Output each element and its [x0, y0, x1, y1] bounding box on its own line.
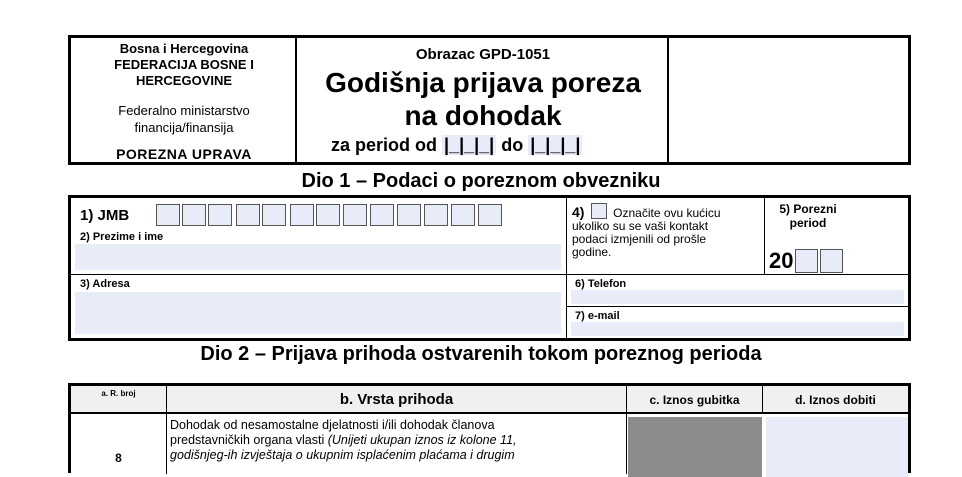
tax-period-prefix: 20 [769, 248, 794, 273]
email-block [567, 307, 908, 338]
section-1-title: Dio 1 – Podaci o poreznom obvezniku [301, 170, 661, 192]
checkbox-number: 4) [572, 204, 585, 220]
federation-line-1: FEDERACIJA BOSNE I [114, 57, 254, 72]
jmb-digit-box[interactable] [290, 204, 314, 226]
taxpayer-data-section [68, 195, 911, 341]
income-table [68, 383, 911, 473]
tax-period-label-2: period [789, 216, 827, 230]
income-type-description [167, 414, 627, 474]
tax-authority-name: POREZNA UPRAVA [116, 146, 252, 162]
jmb-digit-box[interactable] [451, 204, 475, 226]
tax-period-label-1: 5) Porezni [779, 202, 837, 216]
row-number: 8 [71, 414, 167, 474]
ministry-line-1: Federalno ministarstvo [118, 103, 250, 118]
jmb-digit-box[interactable] [182, 204, 206, 226]
form-code: Obrazac GPD-1051 [415, 46, 551, 63]
tax-period-digit-box[interactable] [820, 249, 843, 273]
section-2-title: Dio 2 – Prijava prihoda ostvarenih tokom poreznog perioda [200, 343, 762, 365]
checkbox-text-2: ukoliko su se vaši kontakt [572, 219, 709, 233]
ministry-line-2: financija/finansija [134, 120, 234, 135]
jmb-digit-box[interactable] [156, 204, 180, 226]
profit-amount-field[interactable] [766, 417, 908, 477]
jmb-digit-box[interactable] [316, 204, 340, 226]
phone-block [567, 275, 908, 307]
jmb-name-block [71, 198, 567, 275]
jmb-label: 1) JMB [80, 207, 130, 224]
contact-change-checkbox[interactable] [591, 203, 607, 219]
tax-period-block [765, 198, 908, 275]
form-title-block [297, 38, 669, 162]
income-text-3: godišnjeg-ih izvještaja o ukupnim isplaćenim plaćama i drugim [170, 448, 515, 462]
name-field[interactable] [75, 244, 561, 270]
form-title-line-2: na dohodak [404, 100, 562, 131]
country-name: Bosna i Hercegovina [119, 41, 249, 56]
tax-period-digit-box[interactable] [795, 249, 818, 273]
column-header-c: c. Iznos gubitka [627, 386, 763, 414]
period-to-field[interactable]: |_|_|_| [530, 135, 581, 155]
checkbox-text-1: Označite ovu kućicu [613, 206, 721, 220]
contact-change-block [567, 198, 765, 275]
name-label: 2) Prezime i ime [80, 231, 164, 243]
issuer-block [71, 38, 297, 162]
period-row [331, 135, 671, 156]
jmb-boxes [156, 198, 556, 228]
federation-line-2: HERCEGOVINE [135, 73, 233, 88]
form-title-line-1: Godišnja prijava poreza [325, 67, 641, 98]
email-label: 7) e-mail [575, 310, 620, 322]
column-header-d: d. Iznos dobiti [763, 386, 908, 414]
income-text-2-italic: (Unijeti ukupan iznos iz kolone 11, [327, 433, 517, 447]
period-to-label: do [501, 135, 524, 155]
phone-field[interactable] [571, 290, 904, 304]
period-label: za period od [331, 135, 438, 155]
checkbox-text-3: podaci izmjenili od prošle [572, 232, 707, 246]
income-text-1: Dohodak od nesamostalne djelatnosti i/ili dohodak članova [170, 418, 495, 432]
address-field[interactable] [75, 292, 561, 334]
income-text-2: predstavničkih organa vlasti [170, 433, 328, 447]
address-block [71, 275, 567, 338]
email-field[interactable] [571, 322, 904, 336]
checkbox-text-4: godine. [572, 245, 612, 259]
jmb-digit-box[interactable] [478, 204, 502, 226]
column-header-a: a. R. broj [71, 386, 167, 414]
jmb-digit-box[interactable] [236, 204, 260, 226]
address-label: 3) Adresa [80, 278, 130, 290]
form-header [68, 35, 911, 165]
jmb-digit-box[interactable] [343, 204, 367, 226]
official-stamp-area [669, 38, 908, 162]
jmb-digit-box[interactable] [424, 204, 448, 226]
period-from-field[interactable]: |_|_|_| [444, 135, 495, 155]
jmb-digit-box[interactable] [262, 204, 286, 226]
jmb-digit-box[interactable] [208, 204, 232, 226]
phone-label: 6) Telefon [575, 278, 627, 290]
loss-amount-cell-disabled [628, 417, 762, 477]
jmb-digit-box[interactable] [370, 204, 394, 226]
column-header-b: b. Vrsta prihoda [167, 386, 627, 414]
jmb-digit-box[interactable] [397, 204, 421, 226]
